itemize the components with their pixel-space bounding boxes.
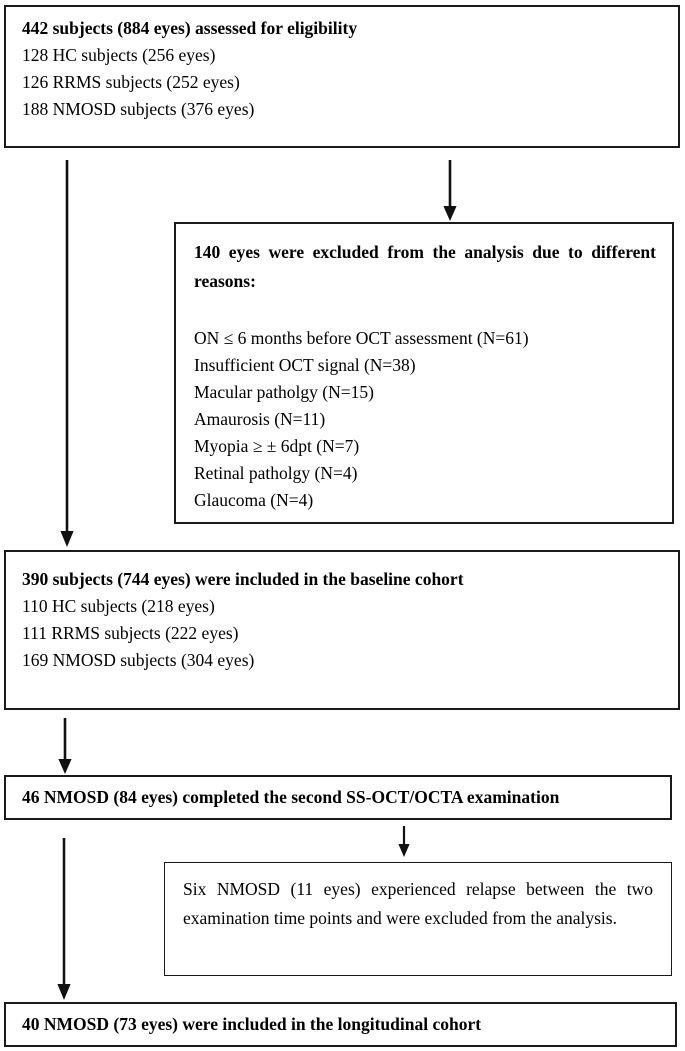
excluded-reason-amaurosis: Amaurosis (N=11) <box>194 409 326 429</box>
relapse-excluded-text: Six NMOSD (11 eyes) experienced relapse between the two examination time points and were excluded from the analysis. <box>183 879 653 928</box>
box-excluded-eyes <box>174 222 674 524</box>
second-exam-heading: 46 NMOSD (84 eyes) completed the second SS-OCT/OCTA examination <box>22 787 560 807</box>
baseline-line-hc: 110 HC subjects (218 eyes) <box>22 596 215 616</box>
arrow-second-exam-to-longitudinal <box>54 838 74 1001</box>
box-longitudinal-cohort <box>4 1002 677 1047</box>
baseline-line-rrms: 111 RRMS subjects (222 eyes) <box>22 623 239 643</box>
arrow-second-exam-to-relapse <box>394 826 414 858</box>
excluded-heading: 140 eyes were excluded from the analysis due to different reasons: <box>194 242 656 291</box>
excluded-reason-myopia: Myopia ≥ ± 6dpt (N=7) <box>194 436 360 456</box>
box-relapse-excluded <box>164 862 672 976</box>
baseline-line-nmosd: 169 NMOSD subjects (304 eyes) <box>22 650 255 670</box>
assessed-line-rrms: 126 RRMS subjects (252 eyes) <box>22 72 240 92</box>
excluded-reason-glaucoma: Glaucoma (N=4) <box>194 490 314 510</box>
assessed-line-nmosd: 188 NMOSD subjects (376 eyes) <box>22 99 255 119</box>
arrow-assessed-to-excluded <box>440 160 460 222</box>
excluded-reason-signal: Insufficient OCT signal (N=38) <box>194 355 416 375</box>
longitudinal-heading: 40 NMOSD (73 eyes) were included in the longitudinal cohort <box>22 1014 482 1034</box>
assessed-heading: 442 subjects (884 eyes) assessed for eligibility <box>22 18 358 38</box>
excluded-reason-macular: Macular patholgy (N=15) <box>194 382 374 402</box>
excluded-reason-retinal: Retinal patholgy (N=4) <box>194 463 358 483</box>
arrow-assessed-to-baseline <box>57 160 77 548</box>
arrow-baseline-to-second-exam <box>55 718 75 775</box>
excluded-reason-on: ON ≤ 6 months before OCT assessment (N=61) <box>194 328 529 348</box>
box-second-examination <box>4 775 672 820</box>
baseline-heading: 390 subjects (744 eyes) were included in the baseline cohort <box>22 569 464 589</box>
box-baseline-cohort <box>4 550 680 710</box>
box-assessed-for-eligibility <box>4 5 680 148</box>
assessed-line-hc: 128 HC subjects (256 eyes) <box>22 45 216 65</box>
